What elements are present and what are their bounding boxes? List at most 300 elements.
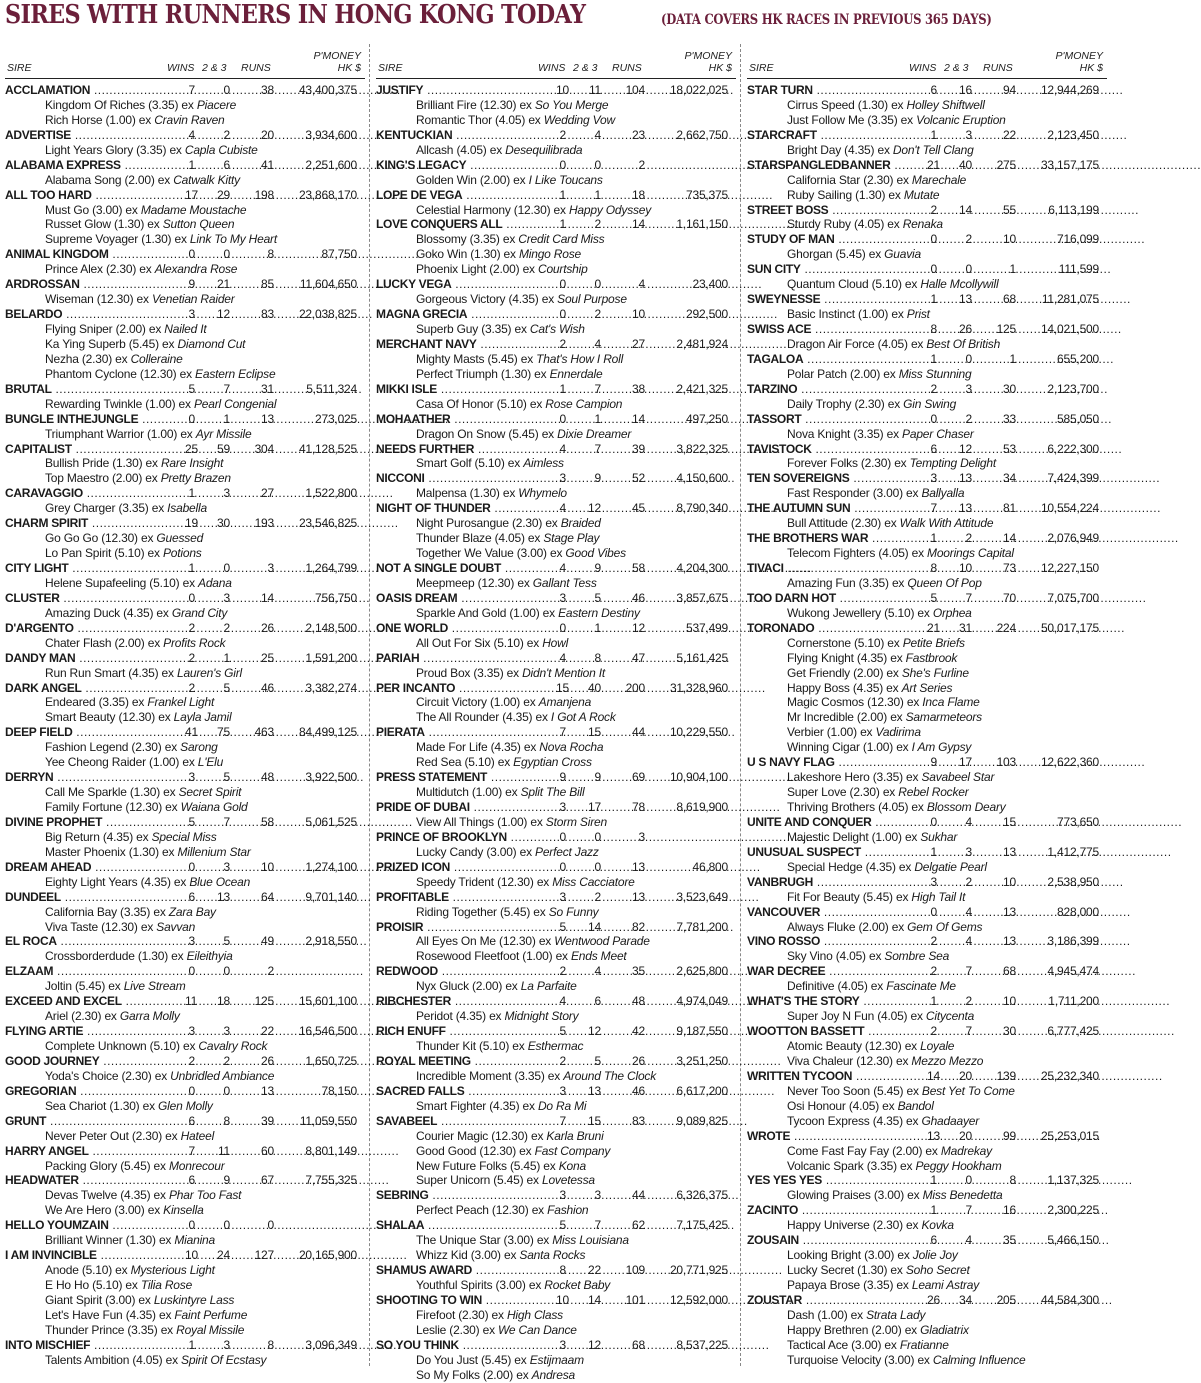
runner-ex: ex: [886, 426, 899, 441]
sire-row: [5, 486, 365, 501]
runner-odds: (3.35): [118, 501, 149, 516]
runner-ex: ex: [519, 1143, 532, 1158]
runner-odds: (2.00): [871, 1322, 902, 1337]
runner-name: Majestic Delight: [787, 829, 869, 844]
sire-name: VANBRUGH .....: [747, 875, 927, 890]
runner-name: Endeared: [45, 695, 96, 710]
sire-prize-money: 10,554,224: [1040, 501, 1099, 516]
runner-odds: (4.05): [835, 949, 866, 964]
runner-odds: (4.35): [502, 710, 533, 725]
runner-dam: Rose Campion: [545, 396, 623, 411]
runner-dam: Special Miss: [151, 829, 217, 844]
runner-dam: Mezzo Mezzo: [911, 1053, 984, 1068]
runner-dam: Split The Bill: [520, 785, 585, 800]
sire-places: 8: [223, 1113, 230, 1128]
runner-odds: (5.10): [474, 456, 505, 471]
runner-dam: Karla Bruni: [546, 1128, 604, 1143]
runner-ex: ex: [531, 1128, 544, 1143]
sire-name: REDWOOD .....: [376, 964, 556, 979]
runner-row: [747, 800, 1107, 815]
sire-row: [747, 352, 1107, 367]
runner-row: [376, 427, 736, 442]
runner-dam: Walk With Attitude: [899, 516, 994, 531]
runner-odds: (4.05): [837, 979, 868, 994]
runner-row: [747, 1353, 1107, 1368]
runner-dam: Secret Spirit: [178, 785, 242, 800]
runner-name: Prince Alex: [45, 262, 103, 277]
runner-dam: Gin Swing: [903, 396, 957, 411]
runner-name: Thunder Kit: [416, 1039, 476, 1053]
runner-row: [376, 173, 736, 188]
sire-runs: 82: [632, 919, 645, 934]
entries-list: [747, 79, 1107, 1368]
runner-name: Leslie: [416, 1322, 447, 1337]
header-sire: SIRE: [7, 62, 32, 74]
sire-places: 3: [594, 1188, 601, 1203]
sire-name: PIERATA .....: [376, 725, 556, 740]
sire-places: 29: [217, 187, 230, 202]
runner-name: Lucky Candy: [416, 844, 484, 859]
header-runs: RUNS: [612, 62, 642, 74]
sire-prize-money: 6,326,375: [676, 1188, 728, 1203]
sire-row: [747, 382, 1107, 397]
runner-dam: Nova Rocha: [539, 740, 604, 755]
sire-runs: 13: [632, 889, 645, 904]
runner-dam: So You Merge: [534, 97, 609, 112]
sire-wins: 2: [559, 336, 566, 351]
sire-row: [5, 442, 365, 457]
runner-ex: ex: [179, 366, 192, 381]
sire-prize-money: 10,904,100: [669, 770, 728, 785]
runner-odds: (2.00): [115, 322, 146, 336]
sire-name: UNITE AND CONQUER .....: [747, 815, 927, 830]
sire-row: [376, 890, 736, 905]
runner-dam: Waiana Gold: [180, 800, 248, 814]
runner-ex: ex: [870, 979, 884, 994]
runner-dam: Lauren's Girl: [176, 665, 243, 680]
runner-dam: Mianina: [174, 1233, 215, 1248]
runner-odds: (12.30): [864, 1039, 902, 1053]
runner-row: [747, 1114, 1107, 1129]
sire-prize-money: 3,934,600: [305, 127, 357, 142]
sire-runs: 14: [632, 411, 645, 426]
sire-row: [376, 382, 736, 397]
sire-name: WROTE .....: [747, 1129, 927, 1144]
runner-dam: Santa Rocks: [519, 1248, 586, 1263]
sire-name: KING'S LEGACY .....: [376, 158, 556, 173]
sire-row: [376, 770, 736, 785]
sire-row: [5, 725, 365, 740]
runner-ex: ex: [147, 1203, 160, 1218]
sire-name: TAVISTOCK .....: [747, 442, 927, 457]
sire-wins: 5: [559, 1218, 566, 1233]
sire-name: WAR DECREE .....: [747, 964, 927, 979]
sire-wins: 4: [559, 994, 566, 1009]
sire-prize-money: 655,200: [1057, 351, 1099, 366]
sire-name: CITY LIGHT .....: [5, 561, 185, 576]
sire-name: STARCRAFT .....: [747, 128, 927, 143]
sire-wins: 2: [930, 934, 937, 949]
sire-name: RIBCHESTER .....: [376, 994, 556, 1009]
runner-dam: Volcanic Eruption: [916, 112, 1006, 127]
sire-runs: 18: [632, 187, 645, 202]
sire-places: 13: [588, 1083, 601, 1098]
runner-row: [5, 173, 365, 188]
runner-row: [376, 546, 736, 561]
sire-places: 7: [594, 1218, 601, 1233]
sire-places: 7: [965, 1203, 972, 1218]
runner-dam: Cravin Raven: [154, 112, 225, 127]
sire-places: 20: [959, 1068, 972, 1083]
runner-name: Call Me Sparkle: [45, 785, 127, 800]
sire-runs: 58: [632, 561, 645, 575]
runner-name: Wukong Jewellery: [787, 605, 881, 620]
sire-name: VANCOUVER .....: [747, 905, 927, 920]
sire-places: 3: [223, 486, 230, 501]
sire-prize-money: 33,157,175: [1040, 157, 1099, 172]
sire-runs: 304: [254, 441, 274, 456]
runner-ex: ex: [153, 1188, 166, 1203]
runner-odds: (4.35): [865, 859, 896, 874]
runner-row: [5, 1263, 365, 1278]
runner-name: Polar Patch: [787, 366, 847, 381]
runner-odds: (5.45): [74, 979, 106, 994]
runner-dam: Egyptian Cross: [513, 755, 592, 770]
sire-row: [747, 1233, 1107, 1248]
runner-odds: (4.35): [125, 1307, 156, 1322]
sire-runs: 58: [261, 814, 274, 829]
runner-row: [376, 905, 736, 920]
runner-ex: ex: [502, 232, 516, 247]
sire-row: [376, 1084, 736, 1099]
runner-ex: ex: [125, 1278, 138, 1292]
runner-row: [747, 173, 1107, 188]
runner-name: Supreme Voyager: [45, 232, 139, 247]
runner-row: [5, 352, 365, 367]
sire-prize-money: 12,592,000: [669, 1292, 728, 1307]
runner-dam: I Got A Rock: [550, 710, 616, 725]
runner-ex: ex: [541, 292, 555, 307]
sire-runs: 14: [261, 590, 274, 605]
sire-row: [747, 292, 1107, 307]
sire-runs: 73: [1003, 561, 1016, 575]
runner-ex: ex: [169, 142, 182, 157]
sire-wins: 6: [188, 889, 195, 904]
runner-row: [747, 1263, 1107, 1278]
sire-runs: 104: [625, 83, 645, 97]
sire-runs: 47: [632, 650, 645, 665]
sire-places: 15: [588, 1113, 601, 1128]
runner-ex: ex: [550, 546, 563, 561]
sire-prize-money: 8,537,225: [676, 1337, 728, 1352]
runner-dam: Rebel Rocker: [898, 785, 969, 800]
runner-dam: High Class: [506, 1307, 563, 1322]
sire-places: 0: [223, 964, 230, 979]
runner-dam: Isabella: [167, 501, 207, 516]
sire-wins: 21: [927, 620, 940, 635]
sire-prize-money: 18,022,025: [669, 83, 728, 97]
runner-odds: (5.45): [128, 336, 159, 351]
sire-places: 2: [223, 1053, 230, 1068]
sire-runs: 26: [632, 1053, 645, 1068]
runner-name: Sturdy Ruby: [787, 217, 851, 232]
sire-name: LUCKY VEGA .....: [376, 277, 556, 292]
runner-name: Together We Value: [416, 546, 514, 561]
sire-row: [747, 1129, 1107, 1144]
runner-row: [5, 710, 365, 725]
runner-name: Do You Just: [416, 1352, 478, 1367]
runner-name: Cornerstone: [787, 635, 851, 650]
sire-prize-money: 4,974,049: [676, 994, 728, 1009]
sire-runs: 26: [261, 620, 274, 635]
sire-prize-money: 3,857,675: [676, 590, 728, 605]
sire-runs: 205: [996, 1292, 1016, 1307]
sire-places: 2: [965, 411, 972, 426]
runner-dam: Eastern Destiny: [558, 605, 640, 620]
runner-odds: (1.00): [522, 949, 553, 964]
runner-row: [5, 113, 365, 128]
sire-prize-money: 2,918,550: [305, 934, 357, 949]
runner-row: [376, 1159, 736, 1174]
runner-dam: Leami Astray: [911, 1278, 980, 1292]
runner-ex: ex: [850, 1307, 863, 1322]
runner-row: [5, 979, 365, 994]
runner-name: Phoenix Light: [416, 262, 487, 277]
sire-wins: 4: [559, 561, 566, 575]
runner-name: Super Unicorn: [416, 1173, 491, 1188]
runner-ex: ex: [891, 919, 905, 934]
runner-name: Big Return: [45, 829, 100, 844]
runner-dam: Fashion: [547, 1203, 589, 1218]
runner-name: Nezha: [45, 351, 79, 366]
sire-wins: 8: [559, 1263, 566, 1278]
sire-places: 6: [223, 157, 230, 172]
runner-ex: ex: [505, 979, 518, 994]
runner-ex: ex: [553, 202, 566, 217]
runner-ex: ex: [151, 501, 165, 516]
runner-name: Viva Taste: [45, 919, 98, 934]
runner-odds: (2.30): [458, 1307, 489, 1322]
sire-runs: 34: [1003, 471, 1016, 486]
sire-row: [376, 188, 736, 203]
runner-dam: Howl: [542, 635, 569, 650]
runner-row: [747, 188, 1107, 203]
sire-row: [747, 1293, 1107, 1308]
sire-name: PRESS STATEMENT .....: [376, 770, 556, 785]
runner-row: [5, 800, 365, 815]
runner-name: All Out For Six: [416, 635, 491, 650]
sire-row: [747, 1024, 1107, 1039]
runner-row: [747, 725, 1107, 740]
runner-row: [5, 1203, 365, 1218]
runner-ex: ex: [104, 1009, 117, 1024]
runner-odds: (4.35): [140, 874, 171, 889]
runner-name: Devas Twelve: [45, 1188, 118, 1203]
runner-odds: (1.00): [147, 426, 178, 441]
runner-row: [747, 710, 1107, 725]
runner-dam: Madame Moustache: [140, 202, 247, 217]
runner-ex: ex: [887, 217, 900, 232]
sire-wins: 0: [188, 1218, 195, 1233]
sire-row: [5, 516, 365, 531]
sire-wins: 1: [930, 1173, 937, 1188]
sire-name: INTO MISCHIEF .....: [5, 1338, 185, 1353]
sire-name: HEADWATER .....: [5, 1173, 185, 1188]
runner-row: [5, 755, 365, 770]
sire-prize-money: 6,113,199: [1048, 202, 1099, 217]
sire-runs: 13: [1003, 934, 1016, 949]
sire-wins: 14: [927, 1068, 940, 1083]
header-places: 2 & 3: [573, 62, 598, 74]
sire-prize-money: 7,755,325: [305, 1173, 357, 1188]
runner-odds: (3.00): [516, 546, 547, 561]
runner-dam: Marechale: [911, 172, 967, 187]
sire-runs: 125: [254, 994, 274, 1009]
runner-row: [747, 427, 1107, 442]
sire-wins: 5: [559, 919, 566, 934]
runner-dam: Hateel: [180, 1128, 215, 1143]
sire-prize-money: 1,274,100: [305, 859, 357, 874]
sire-name: SUN CITY .....: [747, 262, 927, 277]
sire-runs: 31: [261, 381, 274, 396]
sire-runs: 125: [996, 322, 1016, 336]
sire-row: [5, 815, 365, 830]
runner-name: Tactical Ace: [787, 1337, 848, 1352]
runner-odds: (3.00): [486, 844, 517, 859]
runner-odds: (5.10): [478, 1039, 510, 1053]
header-prize-money: P'MONEY HK $: [313, 50, 361, 74]
sire-wins: 2: [930, 381, 937, 396]
sire-name: CLUSTER .....: [5, 591, 185, 606]
runner-row: [747, 98, 1107, 113]
sire-row: [5, 890, 365, 905]
runner-row: [747, 920, 1107, 935]
sire-row: [376, 158, 736, 173]
sire-row: [747, 83, 1107, 98]
sire-places: 3: [223, 1024, 230, 1039]
sire-prize-money: 23,868,170: [298, 187, 357, 202]
sire-runs: 39: [261, 1113, 274, 1128]
sire-wins: 2: [188, 620, 195, 635]
runner-odds: (2.00): [124, 172, 155, 187]
sire-wins: 0: [188, 1083, 195, 1098]
runner-odds: (4.05): [877, 1009, 908, 1024]
sire-name: SWEYNESSE .....: [747, 292, 927, 307]
sire-runs: 68: [1003, 292, 1016, 307]
sire-row: [747, 203, 1107, 218]
runner-ex: ex: [513, 172, 526, 187]
sire-places: 5: [594, 590, 601, 605]
runner-name: Talents Ambition: [45, 1352, 130, 1367]
runner-odds: (2.00): [853, 665, 884, 680]
sire-prize-money: 12,944,269: [1040, 83, 1099, 97]
runner-name: Nyx Gluck: [416, 979, 469, 994]
sire-places: 14: [588, 1292, 601, 1307]
runner-odds: (1.30): [857, 1263, 888, 1278]
sire-name: EL ROCA .....: [5, 934, 185, 949]
runner-name: Ruby Sailing: [787, 187, 852, 202]
runner-name: Happy Universe: [787, 1218, 870, 1233]
runner-row: [5, 636, 365, 651]
runner-odds: (1.30): [857, 97, 888, 112]
sire-places: 18: [217, 994, 230, 1009]
sire-runs: 139: [996, 1068, 1016, 1083]
sire-row: [747, 994, 1107, 1009]
sire-name: SACRED FALLS .....: [376, 1084, 556, 1099]
sire-name: ONE WORLD .....: [376, 621, 556, 636]
runner-name: Brilliant Fire: [416, 97, 477, 112]
runner-name: Cirrus Speed: [787, 97, 855, 112]
runner-dam: Peggy Hookham: [915, 1158, 1002, 1173]
runner-dam: Miss Cacciatore: [552, 874, 635, 889]
runner-row: [376, 934, 736, 949]
runner-dam: Petite Briefs: [902, 635, 965, 650]
runner-name: Looking Bright: [787, 1248, 861, 1263]
runner-dam: Millenium Star: [177, 844, 251, 859]
sire-row: [747, 158, 1107, 173]
runner-ex: ex: [514, 1352, 527, 1367]
runner-row: [376, 785, 736, 800]
runner-odds: (3.35): [136, 142, 167, 157]
sire-row: [376, 994, 736, 1009]
sire-wins: 2: [559, 964, 566, 979]
sire-prize-money: 2,300,225: [1047, 1203, 1099, 1218]
runner-row: [5, 666, 365, 681]
sire-row: [376, 412, 736, 427]
sire-name: ANIMAL KINGDOM .....: [5, 247, 185, 262]
sire-runs: 200: [625, 680, 645, 695]
sire-places: 34: [959, 1292, 972, 1307]
sire-name: GOOD JOURNEY .....: [5, 1054, 185, 1069]
runner-row: [376, 98, 736, 113]
runner-dam: Courtship: [537, 262, 588, 277]
sire-runs: 25: [261, 650, 274, 665]
sire-prize-money: 828,000: [1057, 904, 1099, 919]
sire-places: 11: [217, 1143, 230, 1158]
runner-row: [5, 1069, 365, 1084]
sire-prize-money: 23,400: [692, 277, 728, 292]
sire-name: PARIAH .....: [376, 651, 556, 666]
sire-row: [747, 128, 1107, 143]
sire-places: 0: [223, 83, 230, 97]
sire-runs: 1: [1009, 351, 1016, 366]
sire-name: ELZAAM .....: [5, 964, 185, 979]
header-prize-money: P'MONEY HK $: [1055, 50, 1103, 74]
sire-row: [376, 128, 736, 143]
runner-ex: ex: [180, 426, 193, 441]
sire-runs: 14: [1003, 531, 1016, 546]
runner-row: [747, 516, 1107, 531]
runner-row: [747, 949, 1107, 964]
runner-name: Telecom Fighters: [787, 546, 876, 561]
runner-dam: Best Of British: [926, 336, 1001, 351]
runner-ex: ex: [154, 1068, 168, 1083]
runner-dam: Madrekay: [940, 1143, 992, 1158]
sire-wins: 7: [188, 1143, 195, 1158]
sire-prize-money: 15,601,100: [298, 994, 357, 1009]
runner-row: [747, 456, 1107, 471]
sire-runs: 2: [267, 964, 274, 979]
runner-odds: (3.35): [127, 1322, 158, 1337]
sire-places: 7: [223, 381, 230, 396]
runner-ex: ex: [125, 202, 138, 217]
runner-row: [376, 1144, 736, 1159]
runner-name: Atomic Beauty: [787, 1039, 862, 1053]
sire-prize-money: 2,625,800: [676, 964, 728, 979]
runner-odds: (3.00): [470, 1248, 501, 1263]
sire-wins: 0: [930, 411, 937, 426]
runner-name: Phantom Cyclone: [45, 366, 137, 381]
